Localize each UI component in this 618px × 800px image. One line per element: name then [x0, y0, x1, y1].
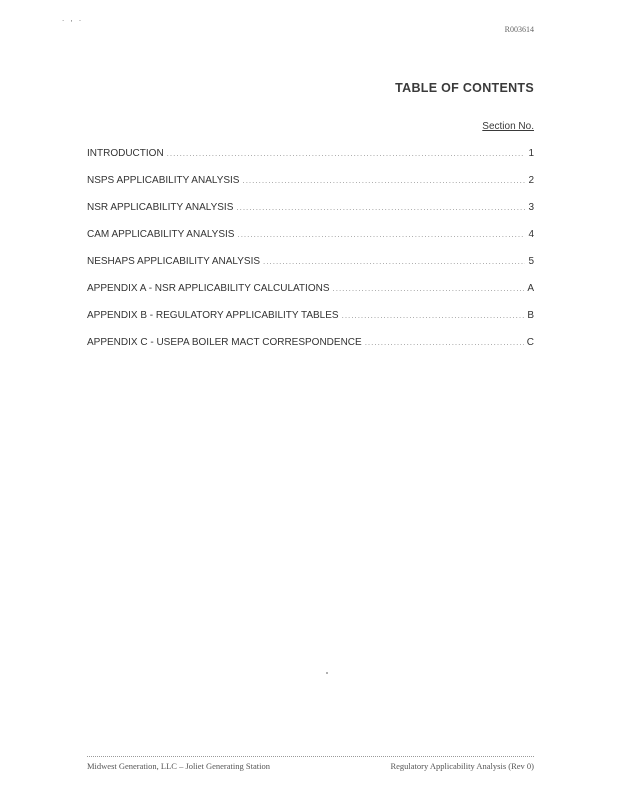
toc-dot-leader — [342, 302, 525, 329]
toc-entry-label: APPENDIX C - USEPA BOILER MACT CORRESPONDENCE — [87, 337, 362, 348]
toc-entry-cam[interactable] — [87, 221, 534, 248]
scan-marks: . , . — [62, 14, 84, 23]
section-no-heading: Section No. — [482, 121, 534, 132]
document-number: R003614 — [504, 25, 534, 34]
toc-entry-introduction[interactable] — [87, 140, 534, 167]
toc-dot-leader — [365, 329, 524, 356]
toc-entry-label: NSPS APPLICABILITY ANALYSIS — [87, 175, 240, 186]
toc-entry-label: APPENDIX A - NSR APPLICABILITY CALCULATIONS — [87, 283, 330, 294]
toc-entry-page: B — [527, 310, 534, 321]
toc-entry-label: NESHAPS APPLICABILITY ANALYSIS — [87, 256, 261, 267]
footer-divider — [87, 756, 534, 757]
toc-entry-label: NSR APPLICABILITY ANALYSIS — [87, 202, 234, 213]
toc-entry-neshaps[interactable] — [87, 248, 534, 275]
toc-entry-nsps[interactable] — [87, 167, 534, 194]
toc-dot-leader — [167, 140, 526, 167]
scan-speck — [326, 672, 328, 674]
toc-entry-label: INTRODUCTION — [87, 148, 164, 159]
toc-entry-page: A — [527, 283, 534, 294]
toc-entry-label: APPENDIX B - REGULATORY APPLICABILITY TABLES — [87, 310, 339, 321]
toc-entry-page: 2 — [528, 175, 534, 186]
toc-list — [87, 140, 534, 356]
toc-dot-leader — [263, 248, 525, 275]
toc-entry-nsr[interactable] — [87, 194, 534, 221]
toc-dot-leader — [333, 275, 525, 302]
toc-entry-label: CAM APPLICABILITY ANALYSIS — [87, 229, 235, 240]
toc-entry-page: 3 — [528, 202, 534, 213]
toc-entry-page: 5 — [528, 256, 534, 267]
toc-entry-page: 4 — [528, 229, 534, 240]
toc-dot-leader — [236, 194, 525, 221]
toc-entry-appendix-a[interactable] — [87, 275, 534, 302]
footer-document-title: Regulatory Applicability Analysis (Rev 0) — [390, 761, 534, 771]
toc-entry-page: C — [526, 337, 534, 348]
toc-entry-appendix-c[interactable] — [87, 329, 534, 356]
toc-entry-page: 1 — [528, 148, 534, 159]
footer-company: Midwest Generation, LLC – Joliet Generating Station — [87, 761, 270, 771]
page-title: TABLE OF CONTENTS — [395, 81, 534, 95]
toc-entry-appendix-b[interactable] — [87, 302, 534, 329]
toc-dot-leader — [237, 221, 525, 248]
toc-dot-leader — [242, 167, 525, 194]
